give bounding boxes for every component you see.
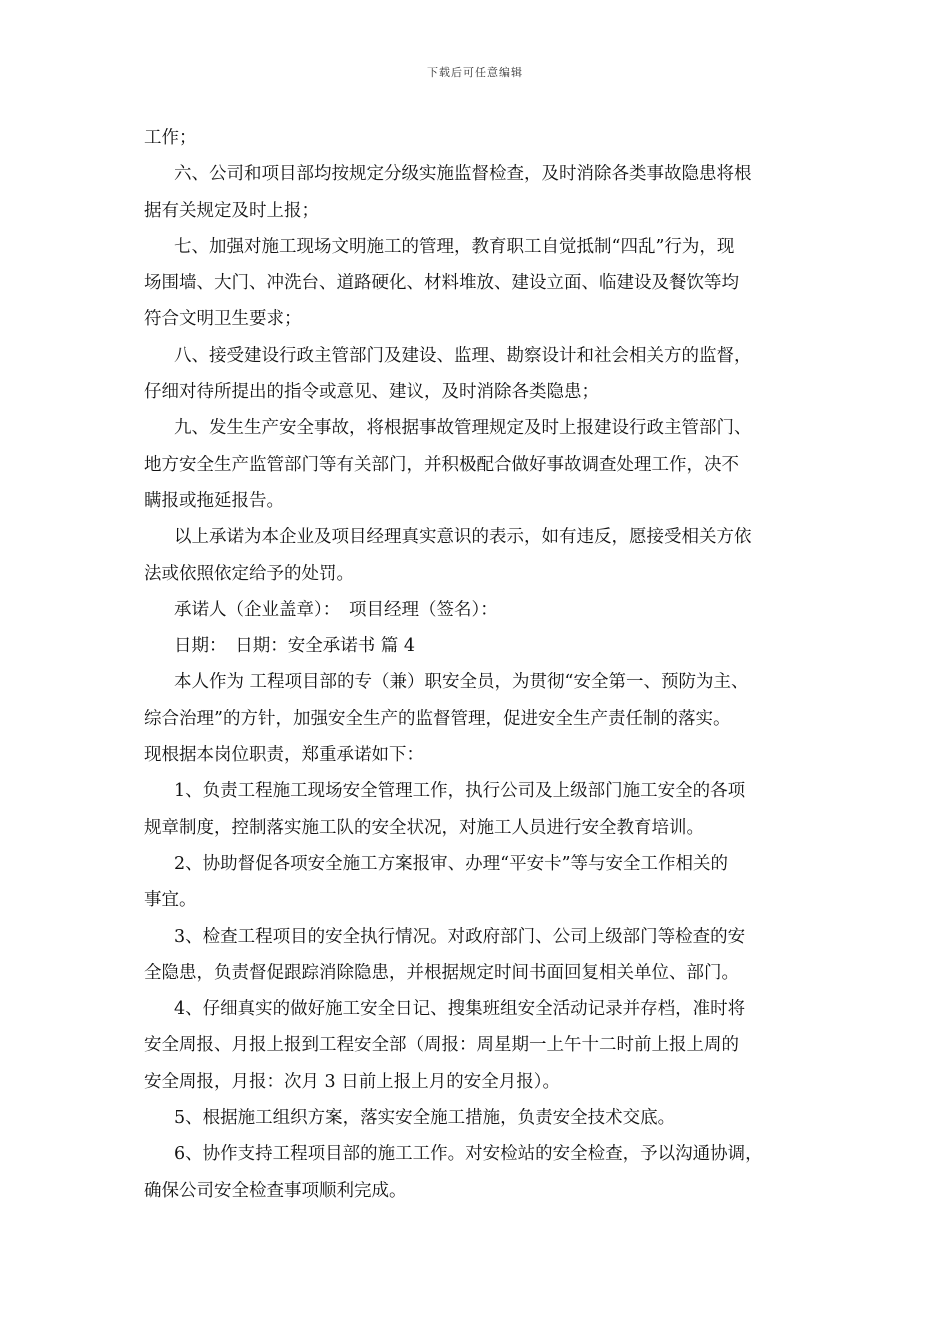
text-line: 九、发生生产安全事故，将根据事故管理规定及时上报建设行政主管部门、 bbox=[174, 418, 752, 439]
text-line: 1、负责工程施工现场安全管理工作，执行公司及上级部门施工安全的各项 bbox=[174, 781, 746, 802]
text-line: 5、根据施工组织方案，落实安全施工措施，负责安全技术交底。 bbox=[174, 1108, 676, 1129]
text-line: 确保公司安全检查事项顺利完成。 bbox=[144, 1180, 407, 1201]
text-line: 安全周报，月报：次月 3 日前上报上月的安全月报）。 bbox=[144, 1071, 561, 1092]
text-line: 六、公司和项目部均按规定分级实施监督检查，及时消除各类事故隐患将根 bbox=[174, 164, 752, 185]
document-body bbox=[144, 120, 824, 1209]
text-line: 规章制度，控制落实施工队的安全状况，对施工人员进行安全教育培训。 bbox=[144, 817, 704, 838]
text-line: 现根据本岗位职责，郑重承诺如下： bbox=[144, 745, 424, 766]
text-line: 八、接受建设行政主管部门及建设、监理、勘察设计和社会相关方的监督， bbox=[174, 345, 752, 366]
text-line: 事宜。 bbox=[144, 890, 197, 911]
text-line: 综合治理”的方针，加强安全生产的监督管理，促进安全生产责任制的落实。 bbox=[144, 708, 731, 729]
text-line: 法或依照依定给予的处罚。 bbox=[144, 563, 354, 584]
text-line: 仔细对待所提出的指令或意见、建议，及时消除各类隐患； bbox=[144, 382, 599, 403]
text-line: 承诺人（企业盖章）： 项目经理（签名）： bbox=[174, 599, 498, 620]
text-line: 2、协助督促各项安全施工方案报审、办理“平安卡”等与安全工作相关的 bbox=[174, 853, 729, 874]
text-line: 以上承诺为本企业及项目经理真实意识的表示，如有违反，愿接受相关方依 bbox=[174, 527, 752, 548]
text-line: 全隐患，负责督促跟踪消除隐患，并根据规定时间书面回复相关单位、部门。 bbox=[144, 962, 739, 983]
text-line: 3、检查工程项目的安全执行情况。对政府部门、公司上级部门等检查的安 bbox=[174, 926, 746, 947]
text-line: 本人作为 工程项目部的专（兼）职安全员，为贯彻“安全第一、预防为主、 bbox=[174, 672, 749, 693]
text-line: 七、加强对施工现场文明施工的管理，教育职工自觉抵制“四乱”行为，现 bbox=[174, 236, 735, 257]
text-line: 4、仔细真实的做好施工安全日记、搜集班组安全活动记录并存档，准时将 bbox=[174, 999, 746, 1020]
text-line: 地方安全生产监管部门等有关部门，并积极配合做好事故调查处理工作，决不 bbox=[144, 454, 739, 475]
text-line: 符合文明卫生要求； bbox=[144, 309, 302, 330]
text-line: 场围墙、大门、冲洗台、道路硬化、材料堆放、建设立面、临建设及餐饮等均 bbox=[144, 273, 739, 294]
text-line: 瞒报或拖延报告。 bbox=[144, 490, 284, 511]
text-line: 日期： 日期：安全承诺书 篇 4 bbox=[174, 636, 416, 657]
text-line: 安全周报、月报上报到工程安全部（周报：周星期一上午十二时前上报上周的 bbox=[144, 1035, 739, 1056]
text-line: 据有关规定及时上报； bbox=[144, 200, 319, 221]
text-line: 工作； bbox=[144, 128, 197, 148]
page-header: 下载后可任意编辑 bbox=[427, 66, 523, 79]
text-line: 6、协作支持工程项目部的施工工作。对安检站的安全检查，予以沟通协调， bbox=[174, 1144, 763, 1165]
